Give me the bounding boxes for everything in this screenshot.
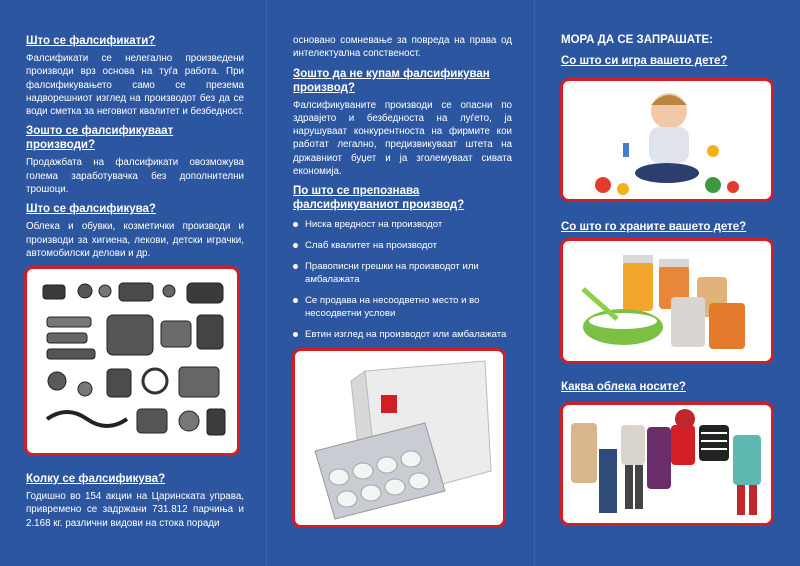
heading-why-counterfeit: Зошто се фалсификуваат производи? [26,125,174,152]
pill-blister-image [292,348,506,528]
paragraph-why-counterfeit: Продажбата на фалсификати овозможува голема заработувачка без дополнителни трошоци. [26,157,244,196]
recognize-list [293,218,512,341]
question-food: Со што го храните вашето дете? [561,221,747,233]
paragraph-what-is-counterfeited: Облека и обувки, козметички производи и производи за хигиена, лекови, детски играчки, автомобилски делови и др. [26,221,244,259]
list-item: Слаб квалитет на производот [293,239,512,252]
heading-how-much: Колку се фалсификува? [26,473,166,485]
list-item: Се продава на несоодветно место и во несоодветни услови [293,294,512,320]
list-item: Евтин изглед на производот или амбалажата [293,328,512,341]
question-toys: Со што си игра вашето дете? [561,55,728,67]
clothes-image [560,402,774,526]
paragraph-why-not-buy: Фалсификуваните производи се опасни по здравјето и безбедноста на луѓето, ја нарушуваат конкурентноста на фирмите кои работат легално, предизвикуваат штета на државниот буџет и ја зголемуваат сивата економија. [293,99,512,178]
heading-what-is-counterfeited: Што се фалсификува? [26,203,156,216]
heading-what-are-counterfeits: Што се фалсификати? [26,35,156,47]
heading-how-to-recognize: По што се препознава фалсификуваниот производ? [293,185,465,212]
baby-toys-image [560,78,774,202]
baby-food-image [560,238,774,364]
paragraph-how-much: Годишно во 154 акции на Царинската управа, привремено се задржани 731.812 парчиња и 2.168 кг. различни видови на стока поради [26,491,244,529]
list-item: Правописни грешки на производот или амбалажата [293,260,512,286]
section-title-must-ask: МОРА ДА СЕ ЗАПРАШАТЕ: [561,34,713,46]
paragraph-continued: основано сомневање за повреда на права од интелектуална сопственост. [293,35,512,60]
auto-parts-image [24,266,240,456]
paragraph-counterfeits-definition: Фалсификати се нелегално произведени производи врз основа на туѓа работа. При фалсификувањето само се презема надворешниот изглед на производот без да се води сметка за неговиот квалитет и безбедност. [26,53,244,118]
heading-why-not-buy: Зошто да не купам фалсификуван производ? [293,67,490,94]
list-item: Ниска вредност на производот [293,218,512,231]
question-clothes: Каква облека носите? [561,381,686,393]
